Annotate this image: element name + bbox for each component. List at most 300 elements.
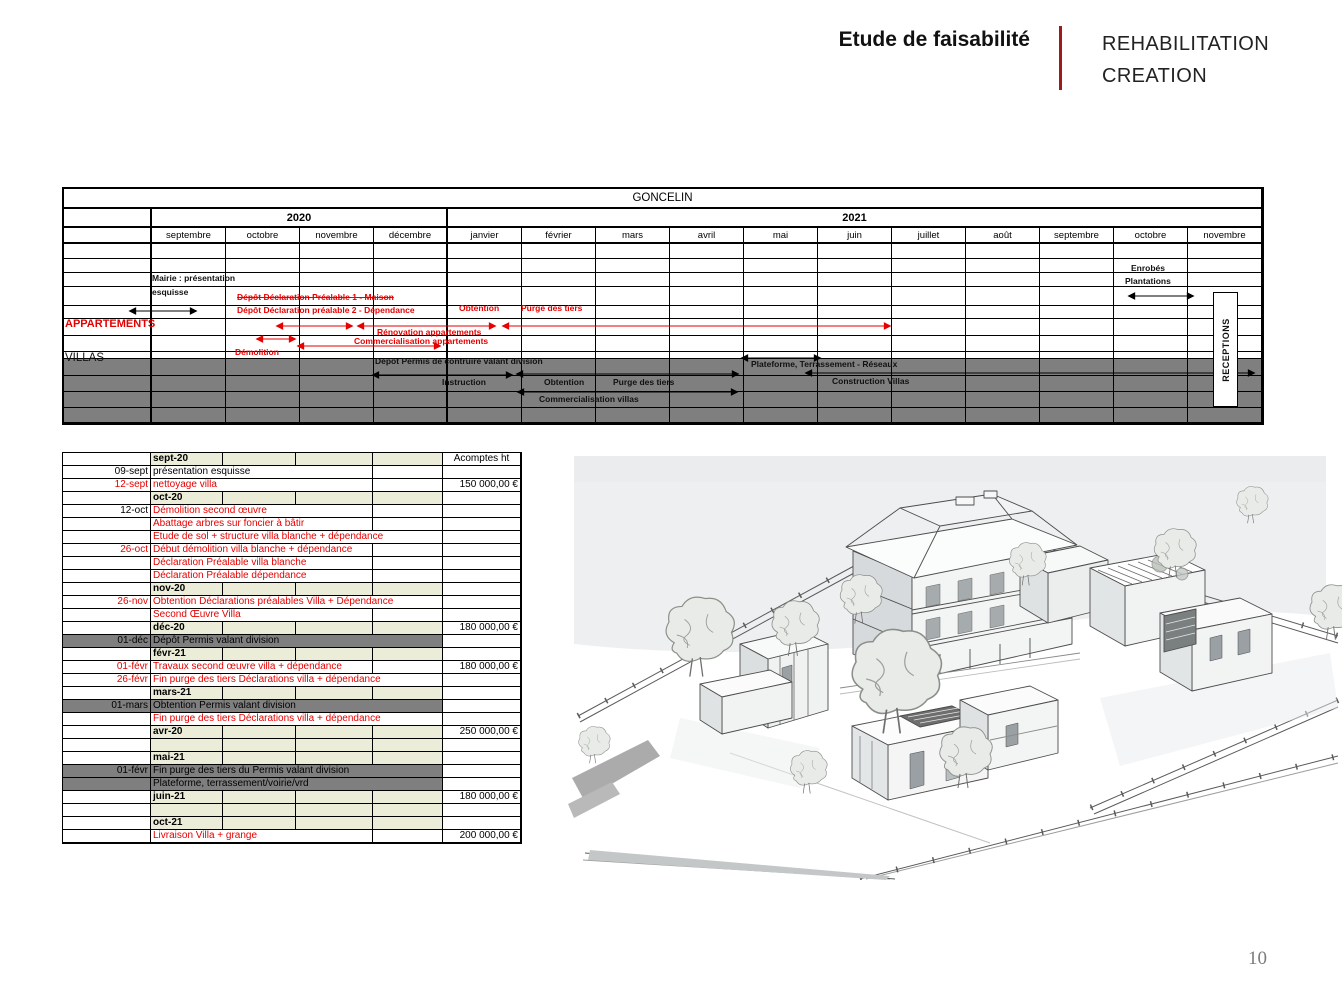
gantt-cell	[966, 336, 1040, 352]
gantt-cell	[1114, 273, 1188, 287]
gantt-cell	[1040, 392, 1114, 408]
schedule-cell: Démolition second œuvre	[151, 505, 373, 518]
gantt-cell	[966, 392, 1040, 408]
schedule-cell	[63, 804, 151, 817]
schedule-cell	[223, 492, 296, 505]
schedule-cell	[443, 531, 521, 544]
schedule-cell	[373, 479, 443, 492]
gantt-cell	[64, 352, 152, 359]
gantt-cell	[744, 336, 818, 352]
gantt-cell	[596, 319, 670, 336]
gantt-cell	[374, 408, 448, 423]
gantt-cell	[966, 319, 1040, 336]
gantt-cell	[744, 244, 818, 259]
gantt-cell	[596, 392, 670, 408]
gantt-cell	[1040, 352, 1114, 359]
gantt-cell	[522, 408, 596, 423]
gantt-cell	[670, 259, 744, 273]
gantt-cell	[300, 352, 374, 359]
gantt-cell	[1114, 336, 1188, 352]
schedule-table	[62, 452, 522, 844]
gantt-cell	[818, 352, 892, 359]
schedule-cell	[63, 830, 151, 843]
row-label-appartements: APPARTEMENTS	[65, 318, 156, 330]
schedule-cell	[63, 583, 151, 596]
gantt-cell	[744, 319, 818, 336]
gantt-cell	[300, 336, 374, 352]
gantt-cell	[1040, 306, 1114, 319]
schedule-cell	[63, 817, 151, 830]
gantt-month-header: mars	[596, 228, 670, 244]
schedule-cell	[443, 609, 521, 622]
schedule-cell: 180 000,00 €	[443, 661, 521, 674]
schedule-cell: présentation esquisse	[151, 466, 373, 479]
gantt-cell	[1114, 259, 1188, 273]
gantt-cell	[226, 336, 300, 352]
schedule-cell	[443, 687, 521, 700]
gantt-cell	[226, 392, 300, 408]
schedule-cell	[63, 739, 151, 752]
schedule-cell	[223, 453, 296, 466]
schedule-cell	[373, 609, 443, 622]
schedule-cell: févr-21	[151, 648, 223, 661]
schedule-row	[63, 778, 521, 791]
subtitle-line2: CREATION	[1102, 65, 1208, 87]
page-title: Etude de faisabilité	[838, 28, 1030, 51]
schedule-cell: 180 000,00 €	[443, 791, 521, 804]
gantt-cell	[596, 376, 670, 392]
label-depot-dp1: Dépôt Déclaration Préalable 1 - Maison	[237, 292, 394, 302]
schedule-cell	[63, 791, 151, 804]
gantt-cell	[744, 359, 818, 376]
schedule-cell	[223, 804, 296, 817]
gantt-cell	[64, 209, 152, 228]
gantt-cell	[374, 306, 448, 319]
schedule-cell	[373, 648, 443, 661]
schedule-row	[63, 505, 521, 518]
schedule-cell	[63, 492, 151, 505]
schedule-cell	[296, 492, 373, 505]
schedule-row	[63, 765, 521, 778]
gantt-cell	[448, 376, 522, 392]
schedule-cell: déc-20	[151, 622, 223, 635]
schedule-cell	[296, 752, 373, 765]
gantt-cell	[892, 306, 966, 319]
schedule-cell	[443, 635, 521, 648]
gantt-cell	[226, 359, 300, 376]
gantt-cell	[448, 336, 522, 352]
schedule-cell: juin-21	[151, 791, 223, 804]
schedule-cell: avr-20	[151, 726, 223, 739]
label-obtention-appartements: Obtention	[459, 303, 500, 313]
schedule-cell	[223, 648, 296, 661]
gantt-cell	[226, 376, 300, 392]
schedule-cell: Dépôt Permis valant division	[151, 635, 443, 648]
schedule-cell: Travaux second œuvre villa + dépendance	[151, 661, 373, 674]
gantt-cell	[744, 352, 818, 359]
gantt-cell	[522, 336, 596, 352]
gantt-cell	[226, 408, 300, 423]
gantt-cell	[448, 287, 522, 306]
gantt-cell	[818, 336, 892, 352]
gantt-cell	[818, 392, 892, 408]
gantt-cell	[892, 259, 966, 273]
gantt-cell	[226, 306, 300, 319]
schedule-cell	[63, 622, 151, 635]
gantt-month-header: juillet	[892, 228, 966, 244]
page-number: 10	[1248, 948, 1267, 969]
gantt-cell	[448, 303, 522, 319]
schedule-row	[63, 830, 521, 843]
schedule-cell	[296, 687, 373, 700]
gantt-cell	[522, 392, 596, 408]
schedule-cell	[373, 453, 443, 466]
label-purge-villas: Purge des tiers	[613, 377, 675, 387]
gantt-cell	[818, 319, 892, 336]
gantt-cell	[744, 306, 818, 319]
schedule-cell: Obtention Déclarations préalables Villa + Dépendance	[151, 596, 443, 609]
schedule-cell	[63, 453, 151, 466]
schedule-cell	[373, 544, 443, 557]
schedule-cell	[373, 505, 443, 518]
gantt-cell	[1040, 408, 1114, 423]
gantt-cell	[670, 244, 744, 259]
gantt-cell	[892, 273, 966, 287]
gantt-cell	[1040, 287, 1114, 306]
label-plateforme: Plateforme, Terrassement - Réseaux	[751, 359, 898, 369]
gantt-cell	[670, 306, 744, 319]
gantt-month-header: novembre	[1188, 228, 1262, 244]
gantt-cell	[522, 376, 596, 392]
schedule-cell	[151, 804, 223, 817]
gantt-cell	[300, 376, 374, 392]
schedule-cell: Début démolition villa blanche + dépendance	[151, 544, 373, 557]
gantt-cell	[1188, 273, 1262, 287]
schedule-cell: sept-20	[151, 453, 223, 466]
gantt-cell	[152, 287, 226, 306]
label-demolition: Démolition	[235, 347, 279, 357]
schedule-cell	[443, 804, 521, 817]
gantt-title: GONCELIN	[64, 189, 1262, 209]
gantt-cell	[1114, 244, 1188, 259]
schedule-cell	[443, 466, 521, 479]
gantt-cell	[226, 273, 300, 287]
gantt-cell	[966, 244, 1040, 259]
gantt-cell	[744, 287, 818, 306]
gantt-cell	[64, 287, 152, 306]
gantt-cell	[1040, 359, 1114, 376]
schedule-cell: 12-sept	[63, 479, 151, 492]
schedule-cell	[223, 752, 296, 765]
gantt-month-header: octobre	[1114, 228, 1188, 244]
schedule-row	[63, 739, 521, 752]
gantt-cell	[744, 259, 818, 273]
gantt-cell	[152, 376, 226, 392]
gantt-cell	[1114, 352, 1188, 359]
gantt-cell	[64, 336, 152, 352]
gantt-cell	[522, 273, 596, 287]
schedule-cell	[63, 531, 151, 544]
gantt-cell	[818, 287, 892, 306]
gantt-cell	[64, 408, 152, 423]
gantt-cell	[596, 352, 670, 359]
gantt-cell	[670, 376, 744, 392]
gantt-cell	[374, 352, 448, 359]
schedule-cell	[443, 778, 521, 791]
gantt-month-header: avril	[670, 228, 744, 244]
schedule-cell: Abattage arbres sur foncier à bâtir	[151, 518, 373, 531]
gantt-cell	[300, 273, 374, 287]
gantt-cell	[374, 336, 448, 352]
label-mairie-1: Mairie : présentation	[152, 273, 236, 283]
schedule-cell	[296, 583, 373, 596]
gantt-cell	[226, 244, 300, 259]
schedule-cell	[373, 830, 443, 843]
schedule-cell	[373, 557, 443, 570]
gantt-cell	[152, 336, 226, 352]
gantt-cell	[966, 352, 1040, 359]
schedule-cell	[223, 622, 296, 635]
gantt-cell	[966, 259, 1040, 273]
schedule-row	[63, 609, 521, 622]
gantt-cell	[374, 376, 448, 392]
schedule-cell: 180 000,00 €	[443, 622, 521, 635]
gantt-cell	[64, 306, 152, 319]
gantt-cell	[1188, 244, 1262, 259]
subtitle	[1102, 28, 1269, 92]
schedule-cell	[373, 804, 443, 817]
schedule-row	[63, 674, 521, 687]
schedule-cell: 200 000,00 €	[443, 830, 521, 843]
schedule-row	[63, 752, 521, 765]
schedule-cell	[296, 648, 373, 661]
schedule-cell	[373, 661, 443, 674]
schedule-cell	[63, 726, 151, 739]
schedule-cell	[223, 583, 296, 596]
gantt-cell	[64, 376, 152, 392]
schedule-row	[63, 700, 521, 713]
gantt-cell	[448, 352, 522, 359]
gantt-month-header: septembre	[152, 228, 226, 244]
schedule-cell	[373, 466, 443, 479]
schedule-cell	[443, 518, 521, 531]
gantt-cell	[818, 408, 892, 423]
schedule-cell	[443, 713, 521, 726]
gantt-month-header: janvier	[448, 228, 522, 244]
gantt-cell	[226, 259, 300, 273]
schedule-row	[63, 726, 521, 739]
schedule-cell	[63, 570, 151, 583]
label-renovation: Rénovation appartements	[377, 327, 482, 337]
gantt-cell	[596, 244, 670, 259]
gantt-chart	[62, 187, 1264, 425]
gantt-cell	[596, 259, 670, 273]
schedule-cell: Acomptes ht	[443, 453, 521, 466]
schedule-row	[63, 479, 521, 492]
schedule-cell	[443, 583, 521, 596]
schedule-row	[63, 635, 521, 648]
gantt-cell	[374, 273, 448, 287]
label-obtention-villas: Obtention	[544, 377, 585, 387]
schedule-cell	[443, 596, 521, 609]
schedule-cell	[373, 817, 443, 830]
schedule-cell	[443, 674, 521, 687]
schedule-cell: 12-oct	[63, 505, 151, 518]
schedule-cell: Obtention Permis valant division	[151, 700, 443, 713]
gantt-cell	[596, 273, 670, 287]
schedule-cell	[223, 817, 296, 830]
gantt-cell	[64, 273, 152, 287]
schedule-cell	[223, 687, 296, 700]
gantt-cell	[448, 259, 522, 273]
label-depot-permis: Dépôt Permis de contruire valant division	[375, 356, 543, 366]
gantt-cell	[300, 408, 374, 423]
schedule-cell: Fin purge des tiers du Permis valant division	[151, 765, 443, 778]
schedule-cell: 01-mars	[63, 700, 151, 713]
gantt-cell	[966, 408, 1040, 423]
schedule-cell: Plateforme, terrassement/voirie/vrd	[151, 778, 443, 791]
schedule-row	[63, 648, 521, 661]
gantt-cell	[300, 319, 374, 336]
schedule-row	[63, 622, 521, 635]
schedule-cell: oct-20	[151, 492, 223, 505]
gantt-month-header: juin	[818, 228, 892, 244]
schedule-row	[63, 453, 521, 466]
schedule-cell	[373, 752, 443, 765]
schedule-row	[63, 596, 521, 609]
gantt-cell	[64, 359, 152, 376]
schedule-cell: mai-21	[151, 752, 223, 765]
receptions-label: RECEPTIONS	[1220, 317, 1231, 382]
schedule-cell	[443, 700, 521, 713]
gantt-cell	[522, 352, 596, 359]
schedule-row	[63, 531, 521, 544]
schedule-cell: Déclaration Préalable dépendance	[151, 570, 373, 583]
schedule-cell: 150 000,00 €	[443, 479, 521, 492]
gantt-cell	[448, 408, 522, 423]
gantt-cell	[521, 303, 596, 319]
schedule-cell: mars-21	[151, 687, 223, 700]
schedule-cell: nov-20	[151, 583, 223, 596]
gantt-cell	[374, 259, 448, 273]
gantt-cell	[670, 336, 744, 352]
gantt-cell	[152, 359, 226, 376]
gantt-cell	[374, 244, 448, 259]
schedule-cell	[296, 791, 373, 804]
gantt-cell	[744, 273, 818, 287]
schedule-cell	[63, 648, 151, 661]
schedule-cell: Livraison Villa + grange	[151, 830, 373, 843]
schedule-cell: 09-sept	[63, 466, 151, 479]
gantt-cell	[818, 359, 892, 376]
gantt-cell	[300, 359, 374, 376]
schedule-cell	[373, 570, 443, 583]
gantt-cell	[892, 376, 966, 392]
schedule-row	[63, 557, 521, 570]
gantt-cell	[966, 306, 1040, 319]
schedule-cell	[63, 778, 151, 791]
schedule-cell: Fin purge des tiers Déclarations villa + dépendance	[151, 713, 443, 726]
schedule-cell	[373, 739, 443, 752]
gantt-cell	[744, 392, 818, 408]
schedule-cell: 01-déc	[63, 635, 151, 648]
gantt-month-header: novembre	[300, 228, 374, 244]
gantt-cell	[152, 273, 226, 287]
schedule-cell: Second Œuvre Villa	[151, 609, 373, 622]
gantt-cell	[300, 306, 374, 319]
gantt-cell	[966, 273, 1040, 287]
gantt-cell	[448, 244, 522, 259]
schedule-row	[63, 817, 521, 830]
gantt-cell	[522, 259, 596, 273]
gantt-month-header: octobre	[226, 228, 300, 244]
gantt-cell	[226, 352, 300, 359]
gantt-cell	[522, 359, 596, 376]
label-commercialisation-appartements: Commercialisation appartements	[354, 336, 489, 346]
gantt-cell	[818, 273, 892, 287]
receptions-box	[1213, 292, 1238, 407]
gantt-cell	[1040, 273, 1114, 287]
gantt-cell	[448, 359, 522, 376]
gantt-cell	[670, 352, 744, 359]
label-instruction: Instruction	[442, 377, 486, 387]
schedule-cell	[373, 687, 443, 700]
gantt-cell	[892, 359, 966, 376]
row-label-villas: VILLAS	[65, 352, 104, 364]
gantt-month-header: mai	[744, 228, 818, 244]
gantt-cell	[522, 287, 596, 306]
gantt-cell	[374, 319, 448, 336]
gantt-cell	[64, 259, 152, 273]
gantt-cell	[300, 287, 374, 306]
gantt-cell	[1114, 359, 1188, 376]
gantt-cell	[892, 352, 966, 359]
gantt-cell	[596, 306, 670, 319]
label-mairie-2: esquisse	[152, 287, 189, 297]
gantt-cell	[818, 306, 892, 319]
gantt-year-2020: 2020	[152, 209, 448, 228]
gantt-cell	[1188, 408, 1262, 423]
schedule-cell	[223, 739, 296, 752]
schedule-cell: oct-21	[151, 817, 223, 830]
schedule-row	[63, 804, 521, 817]
gantt-cell	[670, 273, 744, 287]
gantt-cell	[226, 319, 300, 336]
schedule-cell	[443, 492, 521, 505]
gantt-cell	[1114, 306, 1188, 319]
gantt-cell	[818, 244, 892, 259]
gantt-cell	[892, 336, 966, 352]
gantt-cell	[374, 287, 448, 306]
schedule-cell: 26-nov	[63, 596, 151, 609]
schedule-cell	[63, 687, 151, 700]
schedule-cell: nettoyage villa	[151, 479, 373, 492]
gantt-cell	[1040, 336, 1114, 352]
schedule-row	[63, 492, 521, 505]
schedule-cell	[63, 609, 151, 622]
schedule-row	[63, 687, 521, 700]
gantt-year-2021: 2021	[448, 209, 1262, 228]
schedule-cell	[296, 817, 373, 830]
gantt-cell	[1114, 376, 1188, 392]
label-depot-dp2: Dépôt Déclaration préalable 2 - Dépendance	[237, 305, 415, 315]
schedule-cell: 26-févr	[63, 674, 151, 687]
schedule-cell	[63, 557, 151, 570]
gantt-cell	[1114, 287, 1188, 306]
gantt-cell	[1188, 259, 1262, 273]
gantt-month-header: février	[522, 228, 596, 244]
schedule-cell	[373, 791, 443, 804]
